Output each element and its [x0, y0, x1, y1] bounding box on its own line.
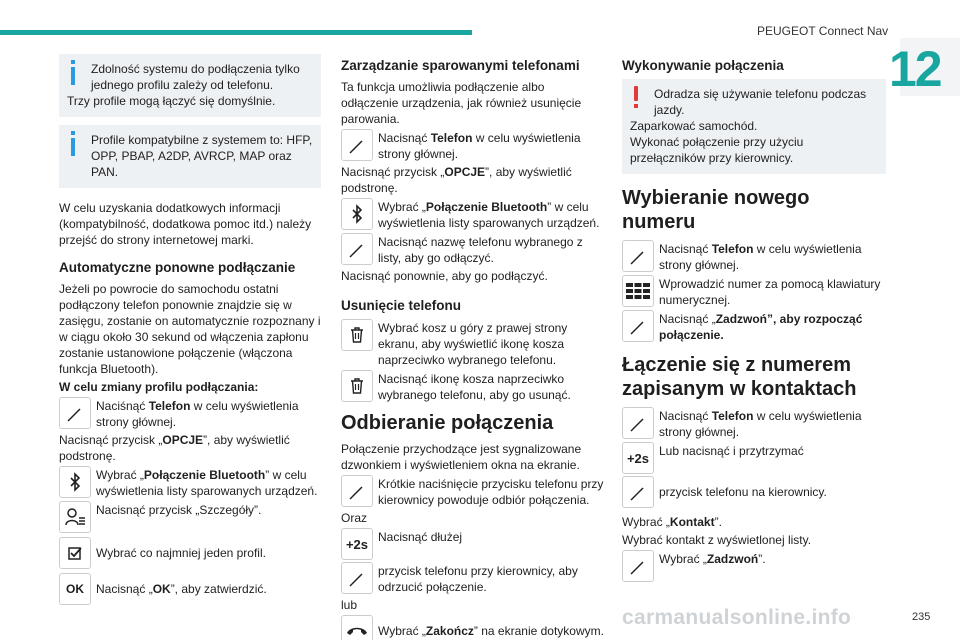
paragraph: Połączenie przychodzące jest sygnalizowane dzwonkiem i wyświetleniem okna na ekranie.	[341, 442, 582, 472]
paragraph: Jeżeli po powrocie do samochodu ostatni podłączony telefon ponownie znajdzie się w zasięgu, zostanie on automatycznie rozpoznany i w ciągu około 30 sekund od włączenia zapłonu zostanie ustanowione połączenie (włączona funkcja Bluetooth).	[59, 282, 321, 376]
page-number: 235	[912, 611, 931, 623]
info-icon	[69, 131, 77, 157]
section-heading: Łączenie się z numerem zapisanym w kontaktach	[622, 354, 857, 400]
instruction-step	[622, 550, 886, 582]
tap-icon	[341, 233, 373, 265]
bluetooth-icon	[341, 198, 373, 230]
instruction-step	[341, 370, 605, 403]
step-text: Wybrać „Zakończ” na ekranie dotykowym.	[378, 624, 604, 638]
warning-note	[622, 79, 886, 174]
step-text: Wprowadzić numer za pomocą klawiatury numerycznej.	[659, 277, 881, 307]
step-text: Lub nacisnąć i przytrzymać	[659, 444, 804, 458]
note-text: Zaparkować samochód.	[630, 119, 758, 133]
paragraph: Nacisnąć przycisk „OPCJE”, aby wyświetlić podstronę.	[59, 433, 290, 463]
instruction-step	[341, 319, 605, 368]
top-accent-bar	[0, 30, 472, 35]
tap-icon	[341, 129, 373, 161]
paragraph: Wybrać „Kontakt”.	[622, 515, 722, 529]
header-title: PEUGEOT Connect Nav	[757, 24, 889, 38]
instruction-step	[341, 475, 605, 508]
note-text: Zdolność systemu do podłączenia tylko jednego profilu zależy od telefonu.	[91, 62, 300, 92]
watermark: carmanualsonline.info	[622, 606, 852, 629]
tap-icon	[341, 562, 373, 594]
section-heading: Zarządzanie sparowanymi telefonami	[341, 58, 580, 73]
step-text: Wybrać co najmniej jeden profil.	[96, 546, 266, 560]
warning-icon	[633, 86, 639, 110]
info-icon	[69, 60, 77, 86]
note-text: Trzy profile mogą łączyć się domyślnie.	[67, 94, 276, 108]
instruction-step	[341, 233, 605, 266]
paragraph: Wybrać kontakt z wyświetlonej listy.	[622, 533, 812, 547]
step-text: Nacisnąć nazwę telefonu wybranego z listy, aby go odłączyć.	[378, 235, 583, 265]
step-text: Nacisnąć ikonę kosza naprzeciwko wybranego telefonu, aby go usunąć.	[378, 372, 571, 402]
ok-icon: OK	[59, 573, 91, 605]
paragraph: Oraz	[341, 511, 368, 525]
trash-icon	[341, 370, 373, 402]
note-text: Wykonać połączenie przy użyciu przełączników przy kierownicy.	[630, 135, 804, 165]
instruction-step	[622, 310, 886, 343]
section-heading: Automatyczne ponowne podłączanie	[59, 260, 296, 275]
step-text: Wybrać „Zadzwoń”.	[659, 552, 766, 566]
paragraph: Nacisnąć ponownie, aby go podłączyć.	[341, 269, 548, 283]
instruction-step	[622, 275, 886, 308]
instruction-step	[622, 407, 886, 440]
paragraph: W celu uzyskania dodatkowych informacji (kompatybilność, dodatkowa pomoc itd.) należy przejść do strony internetowej marki.	[59, 201, 312, 247]
step-text: przycisk telefonu na kierownicy.	[659, 485, 827, 499]
hang-up-icon	[341, 615, 373, 640]
instruction-step	[341, 198, 605, 231]
step-text: Wybrać kosz u góry z prawej strony ekranu, aby wyświetlić ikonę kosza naprzeciwko wybranego telefonu.	[378, 321, 568, 367]
step-text: przycisk telefonu przy kierownicy, aby odrzucić połączenie.	[378, 564, 578, 594]
column-right	[622, 54, 886, 584]
instruction-step	[59, 466, 321, 499]
step-text: Naciśnąć Telefon w celu wyświetlenia strony głównej.	[96, 399, 299, 429]
info-note	[59, 54, 321, 117]
step-text: Nacisnąć przycisk „Szczegóły”.	[96, 503, 262, 517]
hold-2s-icon: +2s	[622, 442, 654, 474]
note-text: Odradza się używanie telefonu podczas jazdy.	[654, 87, 867, 117]
note-text: Profile kompatybilne z systemem to: HFP, OPP, PBAP, A2DP, AVRCP, MAP oraz PAN.	[91, 133, 313, 179]
paragraph: Ta funkcja umożliwia podłączenie albo odłączenie urządzenia, jak również usunięcie parowania.	[341, 80, 582, 126]
section-heading: Wybieranie nowego numeru	[622, 187, 810, 233]
section-heading: Odbieranie połączenia	[341, 412, 554, 434]
instruction-step	[622, 442, 886, 474]
tap-icon	[622, 550, 654, 582]
instruction-step	[59, 573, 321, 605]
trash-icon	[341, 319, 373, 351]
checkbox-icon	[59, 537, 91, 569]
instruction-step	[59, 501, 321, 533]
tap-icon	[622, 240, 654, 272]
tap-icon	[622, 310, 654, 342]
step-text: Nacisnąć Telefon w celu wyświetlenia strony głównej.	[659, 242, 862, 272]
instruction-step	[622, 240, 886, 273]
hold-2s-icon: +2s	[341, 528, 373, 560]
step-text: Nacisnąć Telefon w celu wyświetlenia strony głównej.	[378, 131, 581, 161]
instruction-step	[341, 615, 605, 640]
tap-icon	[622, 476, 654, 508]
bluetooth-icon	[59, 466, 91, 498]
instruction-step	[59, 397, 321, 430]
details-icon	[59, 501, 91, 533]
tap-icon	[59, 397, 91, 429]
instruction-step	[341, 562, 605, 595]
instruction-step	[341, 528, 605, 560]
chapter-number: 12	[889, 41, 941, 97]
step-text: Nacisnąć dłużej	[378, 530, 463, 544]
section-heading: Wykonywanie połączenia	[622, 58, 784, 73]
instruction-step	[59, 537, 321, 569]
instruction-step	[341, 129, 605, 162]
step-text: Nacisnąć Telefon w celu wyświetlenia strony głównej.	[659, 409, 862, 439]
section-heading: Usunięcie telefonu	[341, 298, 462, 313]
step-text: Wybrać „Połączenie Bluetooth” w celu wyświetlenia listy sparowanych urządzeń.	[378, 200, 600, 230]
step-text: Krótkie naciśnięcie przycisku telefonu przy kierownicy powoduje odbiór połączenia.	[378, 477, 604, 507]
instruction-step	[622, 476, 886, 508]
step-text: Wybrać „Połączenie Bluetooth” w celu wyświetlenia listy sparowanych urządzeń.	[96, 468, 318, 498]
paragraph: Nacisnąć przycisk „OPCJE”, aby wyświetlić podstronę.	[341, 165, 572, 195]
keypad-icon	[622, 275, 654, 307]
step-text: Nacisnąć „OK”, aby zatwierdzić.	[96, 582, 267, 596]
tap-icon	[341, 475, 373, 507]
paragraph: W celu zmiany profilu podłączania:	[59, 380, 259, 394]
column-middle	[341, 54, 605, 640]
info-note	[59, 125, 321, 188]
column-left	[59, 54, 321, 607]
tap-icon	[622, 407, 654, 439]
step-text: Nacisnąć „Zadzwoń”, aby rozpocząć połączenie.	[659, 312, 863, 342]
paragraph: lub	[341, 598, 358, 612]
